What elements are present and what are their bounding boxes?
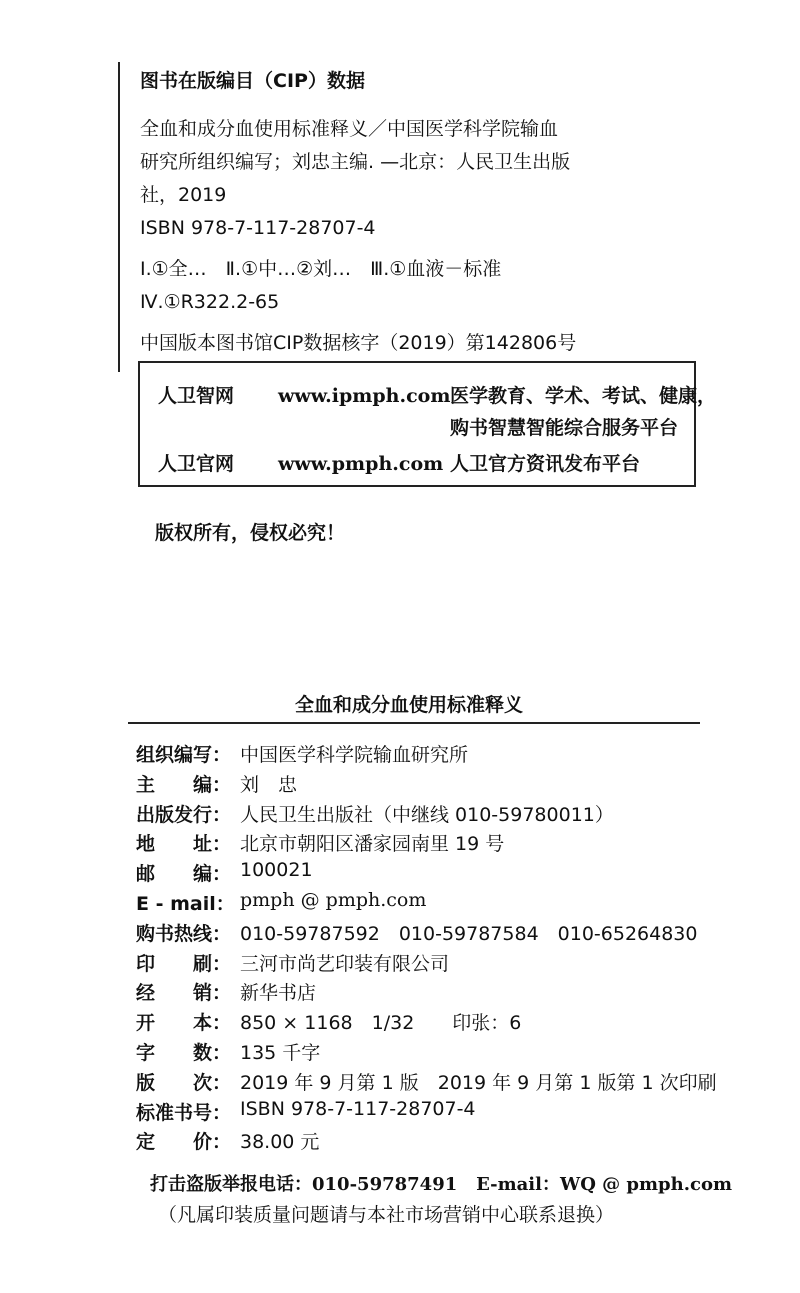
info-value: 刘 忠	[240, 773, 298, 796]
info-row	[136, 978, 716, 1008]
info-row	[136, 919, 716, 949]
book-title: 全血和成分血使用标准释义	[294, 694, 523, 716]
website-url[interactable]: www.pmph.com	[278, 453, 444, 475]
cip-line: 中国版本图书馆CIP数据核字（2019）第142806号	[140, 332, 577, 354]
info-row	[136, 1038, 716, 1068]
margin-rule	[118, 62, 120, 372]
website-row	[158, 449, 640, 476]
info-label: 邮 编：	[136, 863, 232, 886]
info-value: 中国医学科学院输血研究所	[240, 744, 469, 766]
title-divider	[128, 722, 700, 724]
publication-info	[136, 740, 716, 1157]
return-note: （凡属印装质量问题请与本社市场营销中心联系退换）	[158, 1204, 615, 1226]
info-label: 主 编：	[136, 773, 232, 796]
cip-line: Ⅰ.①全… Ⅱ.①中…②刘… Ⅲ.①血液－标准	[140, 258, 502, 280]
website-desc-cont: 购书智慧智能综合服务平台	[450, 417, 679, 439]
info-label: 经 销：	[136, 982, 232, 1005]
info-label: 地 址：	[136, 833, 232, 856]
info-value: pmph @ pmph.com	[240, 888, 427, 911]
anti-piracy-line	[150, 1170, 732, 1196]
info-row	[136, 889, 716, 919]
copyright-notice: 版权所有，侵权必究！	[155, 522, 346, 544]
website-desc: 医学教育、学术、考试、健康，	[450, 385, 717, 407]
info-value: 010-59787592 010-59787584 010-65264830	[240, 922, 698, 945]
info-row	[136, 1098, 716, 1128]
report-email[interactable]: WQ @ pmph.com	[559, 1174, 732, 1195]
info-label: 印 刷：	[136, 952, 232, 975]
info-value: 38.00 元	[240, 1131, 320, 1154]
info-row	[136, 859, 716, 889]
info-label: 定 价：	[136, 1131, 232, 1154]
website-row	[158, 381, 716, 408]
info-label: 组织编写：	[136, 744, 232, 766]
info-row	[136, 800, 716, 830]
website-name: 人卫官网	[158, 453, 235, 475]
cip-line: ISBN 978-7-117-28707-4	[140, 217, 376, 239]
cip-line: 全血和成分血使用标准释义／中国医学科学院输血	[140, 118, 559, 140]
info-label: 出版发行：	[136, 803, 232, 826]
info-value: 100021	[240, 859, 313, 882]
info-label: 开 本：	[136, 1012, 232, 1035]
info-row	[136, 949, 716, 979]
info-row	[136, 740, 716, 770]
website-url[interactable]: www.ipmph.com	[278, 385, 451, 407]
info-value: 850 × 1168 1/32 印张：6	[240, 1012, 522, 1035]
info-label: 标准书号：	[136, 1101, 232, 1124]
info-row	[136, 1008, 716, 1038]
website-desc: 人卫官方资讯发布平台	[450, 453, 641, 475]
info-row	[136, 829, 716, 859]
info-label: 购书热线：	[136, 922, 232, 945]
info-value: 2019 年 9 月第 1 版 2019 年 9 月第 1 版第 1 次印刷	[240, 1071, 717, 1094]
cip-line: 社，2019	[140, 184, 227, 206]
info-label: E - mail：	[136, 892, 235, 915]
info-value: 人民卫生出版社（中继线 010-59780011）	[240, 803, 614, 826]
info-value: 新华书店	[240, 982, 317, 1005]
info-value: 三河市尚艺印装有限公司	[240, 952, 450, 975]
website-name: 人卫智网	[158, 385, 235, 407]
info-row	[136, 1127, 716, 1157]
report-label: 打击盗版举报电话：	[150, 1174, 312, 1195]
email-label: E-mail：	[476, 1174, 560, 1195]
info-row	[136, 1068, 716, 1098]
cip-line: Ⅳ.①R322.2-65	[140, 291, 280, 313]
cip-title: 图书在版编目（CIP）数据	[140, 70, 365, 92]
info-value: 北京市朝阳区潘家园南里 19 号	[240, 833, 505, 856]
cip-block	[140, 66, 700, 360]
info-value: ISBN 978-7-117-28707-4	[240, 1097, 476, 1120]
report-phone: 010-59787491	[312, 1174, 458, 1195]
info-label: 版 次：	[136, 1071, 232, 1094]
info-row	[136, 770, 716, 800]
info-value: 135 千字	[240, 1041, 321, 1064]
website-box	[138, 361, 717, 487]
info-label: 字 数：	[136, 1041, 232, 1064]
cip-line: 研究所组织编写；刘忠主编. —北京：人民卫生出版	[140, 151, 571, 173]
